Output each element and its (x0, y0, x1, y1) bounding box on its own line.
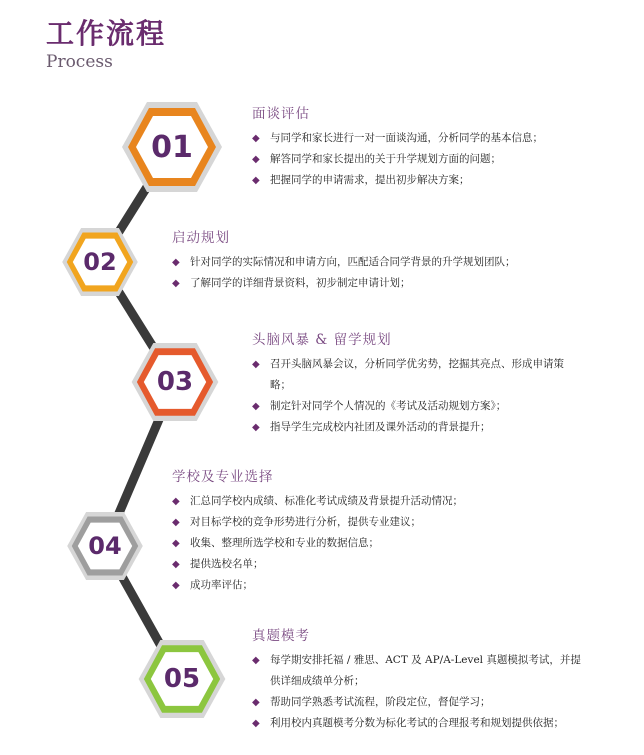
diamond-bullet-icon: ◆ (252, 175, 260, 186)
step-section-05 (252, 624, 582, 734)
bullet-text: 汇总同学校内成绩、标准化考试成绩及背景提升活动情况； (190, 495, 463, 507)
bullet-item (172, 491, 632, 512)
bullet-text: 解答同学和家长提出的关于升学规划方面的问题； (270, 153, 501, 165)
page-title: 工作流程 (46, 17, 167, 50)
step-section-03 (252, 328, 572, 438)
step-hexagon-01 (122, 102, 222, 192)
step-bullets (252, 354, 572, 438)
step-hexagon-03 (131, 343, 219, 421)
diamond-bullet-icon: ◆ (252, 655, 260, 666)
bullet-text: 利用校内真题模考分数为标化考试的合理报考和规划提供依据； (270, 717, 564, 729)
diamond-bullet-icon: ◆ (172, 580, 180, 591)
bullet-item (172, 554, 632, 575)
step-hexagon-02 (62, 228, 138, 296)
bullet-text: 帮助同学熟悉考试流程，阶段定位，督促学习； (270, 696, 491, 708)
bullet-item (252, 149, 632, 170)
bullet-item (172, 252, 632, 273)
diamond-bullet-icon: ◆ (252, 133, 260, 144)
step-number: 05 (163, 664, 201, 694)
bullet-item (172, 533, 632, 554)
diamond-bullet-icon: ◆ (252, 718, 260, 729)
step-section-02 (172, 226, 632, 294)
step-hexagon-05 (138, 640, 226, 718)
step-heading: 学校及专业选择 (172, 469, 274, 485)
diamond-bullet-icon: ◆ (172, 278, 180, 289)
diamond-bullet-icon: ◆ (252, 422, 260, 433)
step-number: 01 (151, 129, 193, 165)
step-heading: 头脑风暴 & 留学规划 (252, 332, 392, 348)
step-section-01 (252, 102, 632, 191)
diamond-bullet-icon: ◆ (172, 517, 180, 528)
bullet-text: 了解同学的详细背景资料，初步制定申请计划； (190, 277, 411, 289)
bullet-item (172, 273, 632, 294)
bullet-item (252, 128, 632, 149)
bullet-item (252, 713, 582, 734)
bullet-text: 与同学和家长进行一对一面谈沟通，分析同学的基本信息； (270, 132, 543, 144)
bullet-item (172, 512, 632, 533)
step-heading: 面谈评估 (252, 106, 310, 122)
diamond-bullet-icon: ◆ (172, 538, 180, 549)
bullet-item (252, 170, 632, 191)
bullet-item (252, 692, 582, 713)
bullet-text: 制定针对同学个人情况的《考试及活动规划方案》； (270, 400, 507, 412)
bullet-text: 提供选校名单； (190, 558, 264, 570)
diamond-bullet-icon: ◆ (252, 401, 260, 412)
bullet-item (172, 575, 632, 596)
bullet-text: 针对同学的实际情况和申请方向，匹配适合同学背景的升学规划团队； (190, 256, 516, 268)
bullet-item (252, 396, 572, 417)
step-number: 03 (156, 367, 194, 397)
diamond-bullet-icon: ◆ (172, 496, 180, 507)
bullet-text: 召开头脑风暴会议，分析同学优劣势，挖掘其亮点、形成申请策略； (270, 358, 564, 391)
step-heading: 真题模考 (252, 628, 310, 644)
step-bullets (252, 650, 582, 734)
diamond-bullet-icon: ◆ (252, 359, 260, 370)
step-section-04 (172, 465, 632, 596)
bullet-text: 指导学生完成校内社团及课外活动的背景提升； (270, 421, 491, 433)
diamond-bullet-icon: ◆ (252, 154, 260, 165)
bullet-text: 每学期安排托福 / 雅思、ACT 及 AP/A-Level 真题模拟考试，并提供详细成绩单分析； (270, 654, 581, 687)
bullet-item (252, 650, 582, 692)
bullet-text: 对目标学校的竞争形势进行分析，提供专业建议； (190, 516, 421, 528)
step-bullets (172, 252, 632, 294)
diamond-bullet-icon: ◆ (252, 697, 260, 708)
step-bullets (252, 128, 632, 191)
diamond-bullet-icon: ◆ (172, 559, 180, 570)
bullet-item (252, 417, 572, 438)
diamond-bullet-icon: ◆ (172, 257, 180, 268)
bullet-text: 成功率评估； (190, 579, 253, 591)
page-subtitle: Process (46, 52, 113, 72)
step-hexagon-04 (67, 512, 143, 580)
step-bullets (172, 491, 632, 596)
bullet-item (252, 354, 572, 396)
step-heading: 启动规划 (172, 230, 230, 246)
bullet-text: 收集、整理所选学校和专业的数据信息； (190, 537, 379, 549)
bullet-text: 把握同学的申请需求，提出初步解决方案； (270, 174, 470, 186)
step-number: 02 (83, 248, 117, 276)
step-number: 04 (88, 532, 122, 560)
